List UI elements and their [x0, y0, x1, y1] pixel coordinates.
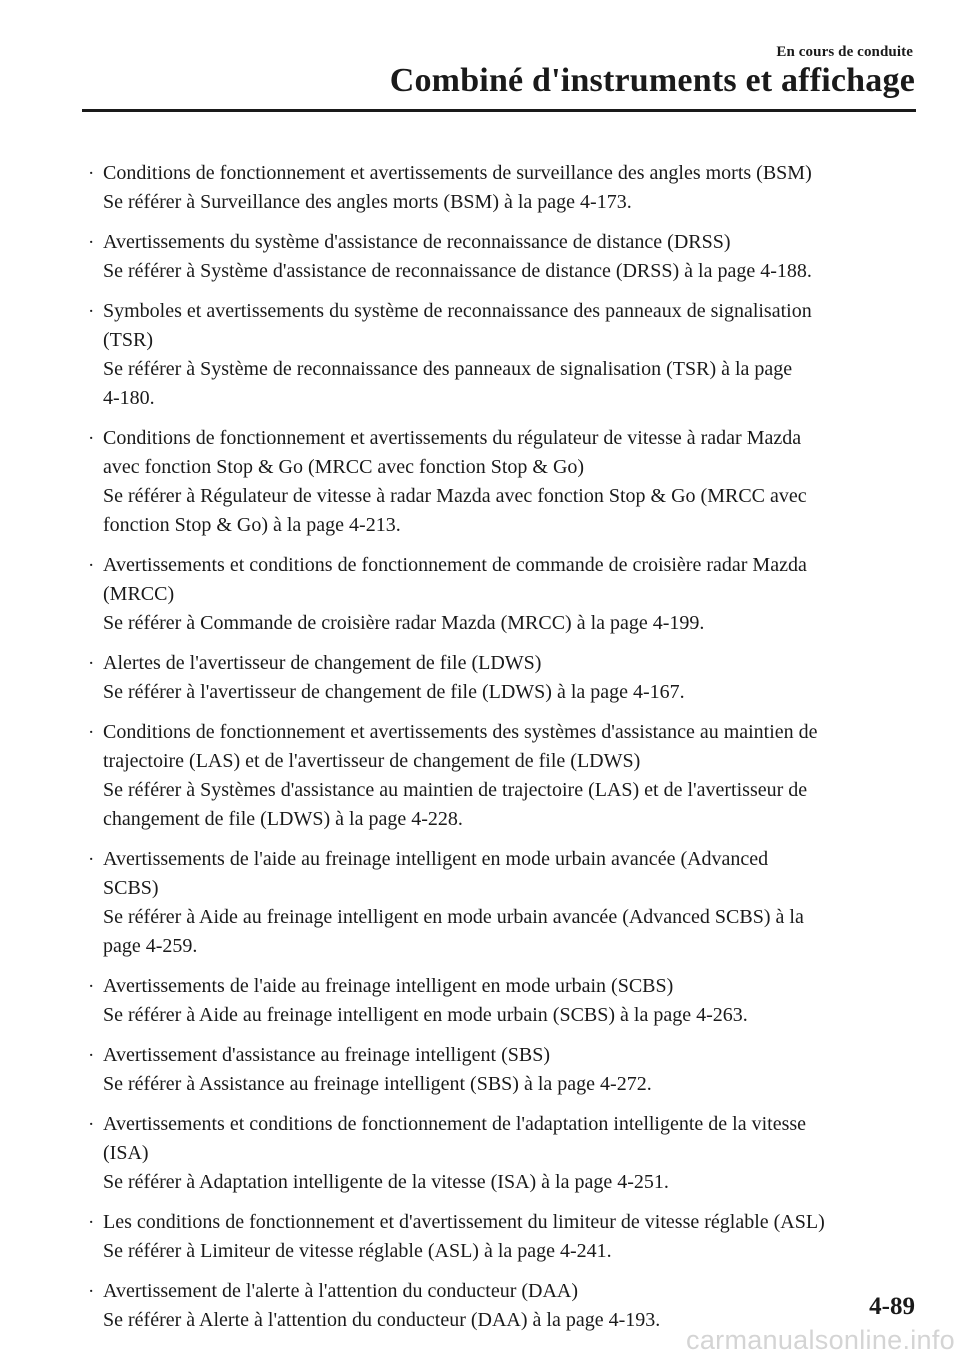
bullet-dot: ·	[88, 1114, 95, 1135]
item-line: Se référer à Systèmes d'assistance au maintien de trajectoire (LAS) et de l'avertisseur de	[103, 779, 808, 801]
bullet-dot: ·	[88, 428, 95, 449]
bullet-dot: ·	[88, 849, 95, 870]
item-line: Avertissements de l'aide au freinage intelligent en mode urbain avancée (Advanced	[103, 848, 769, 870]
chapter-title: Combiné d'instruments et affichage	[389, 62, 915, 99]
bullet-dot: ·	[88, 1212, 95, 1233]
bullet-dot: ·	[88, 232, 95, 253]
item-line: Se référer à Adaptation intelligente de la vitesse (ISA) à la page 4-251.	[103, 1171, 669, 1193]
item-line: Se référer à Régulateur de vitesse à radar Mazda avec fonction Stop & Go (MRCC avec	[103, 485, 807, 507]
list-item	[85, 1041, 915, 1099]
bullet-dot: ·	[88, 163, 95, 184]
item-line: Se référer à Assistance au freinage intelligent (SBS) à la page 4-272.	[103, 1073, 652, 1095]
item-line: (TSR)	[103, 329, 153, 351]
item-line: Alertes de l'avertisseur de changement de file (LDWS)	[103, 652, 542, 674]
item-line: (ISA)	[103, 1142, 149, 1164]
item-line: Conditions de fonctionnement et avertissements du régulateur de vitesse à radar Mazda	[103, 427, 802, 449]
item-line: Se référer à Aide au freinage intelligent en mode urbain (SCBS) à la page 4-263.	[103, 1004, 748, 1026]
item-line: trajectoire (LAS) et de l'avertisseur de changement de file (LDWS)	[103, 750, 641, 772]
list-item	[85, 297, 915, 413]
item-line: Les conditions de fonctionnement et d'avertissement du limiteur de vitesse réglable (ASL)	[103, 1211, 825, 1233]
list-item	[85, 1110, 915, 1197]
item-line: Conditions de fonctionnement et avertissements de surveillance des angles morts (BSM)	[103, 162, 812, 184]
item-line: Avertissement de l'alerte à l'attention du conducteur (DAA)	[103, 1280, 578, 1302]
list-item	[85, 228, 915, 286]
item-line: Se référer à Surveillance des angles morts (BSM) à la page 4-173.	[103, 191, 632, 213]
list-item	[85, 718, 915, 834]
watermark: carmanualsonline.info	[686, 1325, 955, 1355]
bullet-dot: ·	[88, 653, 95, 674]
item-line: Symboles et avertissements du système de reconnaissance des panneaux de signalisation	[103, 300, 812, 322]
item-line: Avertissements et conditions de fonctionnement de commande de croisière radar Mazda	[103, 554, 807, 576]
item-line: Se référer à Alerte à l'attention du conducteur (DAA) à la page 4-193.	[103, 1309, 661, 1331]
bullet-dot: ·	[88, 1045, 95, 1066]
item-line: Avertissements du système d'assistance de reconnaissance de distance (DRSS)	[103, 231, 731, 253]
bullet-dot: ·	[88, 722, 95, 743]
item-line: Avertissement d'assistance au freinage intelligent (SBS)	[103, 1044, 551, 1066]
item-line: SCBS)	[103, 877, 159, 899]
page-header	[0, 0, 960, 120]
item-line: changement de file (LDWS) à la page 4-228.	[103, 808, 463, 830]
bullet-dot: ·	[88, 301, 95, 322]
item-line: Se référer à Commande de croisière radar Mazda (MRCC) à la page 4-199.	[103, 612, 705, 634]
item-line: avec fonction Stop & Go (MRCC avec fonction Stop & Go)	[103, 456, 585, 478]
list-item	[85, 649, 915, 707]
page-number: 4-89	[869, 1293, 915, 1320]
item-line: Se référer à Système d'assistance de reconnaissance de distance (DRSS) à la page 4-188.	[103, 260, 812, 282]
list-item	[85, 845, 915, 961]
item-line: Se référer à Aide au freinage intelligent en mode urbain avancée (Advanced SCBS) à la	[103, 906, 804, 928]
item-line: page 4-259.	[103, 935, 198, 957]
item-line: Se référer à Système de reconnaissance des panneaux de signalisation (TSR) à la page	[103, 358, 793, 380]
bullet-list	[85, 159, 915, 1346]
list-item	[85, 1208, 915, 1266]
item-line: 4-180.	[103, 387, 155, 409]
item-line: Conditions de fonctionnement et avertissements des systèmes d'assistance au maintien de	[103, 721, 818, 743]
list-item	[85, 159, 915, 217]
list-item	[85, 551, 915, 638]
list-item	[85, 972, 915, 1030]
list-item	[85, 424, 915, 540]
item-line: Avertissements et conditions de fonctionnement de l'adaptation intelligente de la vitesse	[103, 1113, 807, 1135]
item-line: (MRCC)	[103, 583, 175, 605]
item-line: fonction Stop & Go) à la page 4-213.	[103, 514, 401, 536]
bullet-dot: ·	[88, 976, 95, 997]
section-label: En cours de conduite	[776, 44, 913, 60]
item-line: Avertissements de l'aide au freinage intelligent en mode urbain (SCBS)	[103, 975, 674, 997]
bullet-dot: ·	[88, 1281, 95, 1302]
header-rule	[82, 109, 916, 112]
bullet-dot: ·	[88, 555, 95, 576]
item-line: Se référer à l'avertisseur de changement de file (LDWS) à la page 4-167.	[103, 681, 685, 703]
item-line: Se référer à Limiteur de vitesse réglable (ASL) à la page 4-241.	[103, 1240, 612, 1262]
